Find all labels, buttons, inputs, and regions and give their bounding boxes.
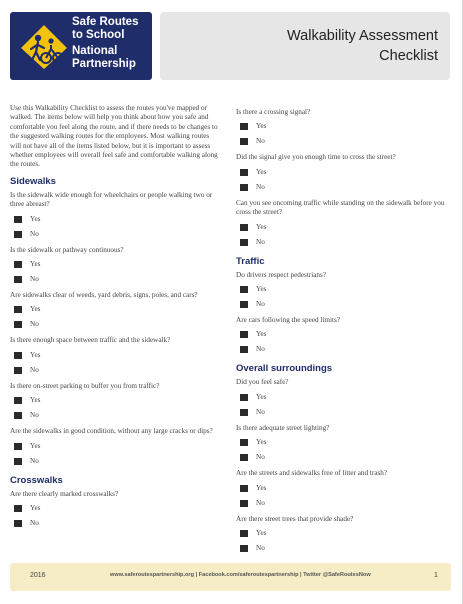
checkbox-no[interactable]: [240, 409, 248, 416]
checkbox-yes[interactable]: [240, 286, 248, 293]
checkbox-yes[interactable]: [240, 224, 248, 231]
answer-option-yes[interactable]: [10, 257, 222, 272]
checklist-question: Can you see oncoming traffic while standing on the sidewalk before you cross the street?: [236, 198, 445, 217]
checkbox-no[interactable]: [240, 138, 248, 145]
checkbox-yes[interactable]: [14, 505, 22, 512]
option-label-no: No: [256, 498, 265, 507]
checkbox-no[interactable]: [14, 276, 22, 283]
answer-option-no[interactable]: [236, 405, 450, 420]
checkbox-no[interactable]: [240, 545, 248, 552]
checkbox-yes[interactable]: [240, 394, 248, 401]
right-column: [236, 104, 450, 556]
answer-option-no[interactable]: [236, 297, 450, 312]
answer-option-no[interactable]: [236, 180, 450, 195]
logo-wordmark: [72, 16, 138, 71]
section-title: Overall surroundings: [236, 363, 333, 375]
answer-option-yes[interactable]: [10, 212, 222, 227]
answer-option-no[interactable]: [236, 235, 450, 250]
logo-line-3: National: [72, 45, 118, 57]
checkbox-no[interactable]: [14, 367, 22, 374]
answer-option-no[interactable]: [236, 541, 450, 556]
answer-option-yes[interactable]: [236, 481, 450, 496]
checklist-question: Are there street trees that provide shade?: [236, 514, 354, 523]
checklist-question: Is there on-street parking to buffer you from traffic?: [10, 381, 160, 390]
answer-option-yes[interactable]: [10, 393, 222, 408]
option-label-no: No: [256, 137, 265, 146]
checklist-question: Is there a crossing signal?: [236, 108, 311, 116]
option-label-no: No: [30, 320, 39, 329]
checklist-question: Is the sidewalk or pathway continuous?: [10, 245, 124, 254]
checklist-question: Did the signal give you enough time to cross the street?: [236, 153, 396, 162]
checklist-question: Do drivers respect pedestrians?: [236, 270, 327, 279]
answer-option-yes[interactable]: [236, 390, 450, 405]
answer-option-no[interactable]: [10, 454, 222, 469]
srts-logo: [10, 12, 152, 80]
school-crossing-sign-icon: [18, 22, 70, 72]
answer-option-yes[interactable]: [236, 282, 450, 297]
left-column: [10, 104, 222, 531]
option-label-yes: Yes: [30, 396, 41, 405]
option-label-yes: Yes: [256, 529, 267, 538]
logo-line-4: Partnership: [72, 58, 136, 70]
checkbox-no[interactable]: [14, 412, 22, 419]
checkbox-yes[interactable]: [240, 123, 248, 130]
section-title: Crosswalks: [10, 474, 63, 486]
checklist-question: Is the sidewalk wide enough for wheelchairs or people walking two or three abreast?: [10, 190, 213, 209]
answer-option-yes[interactable]: [236, 526, 450, 541]
option-label-no: No: [256, 407, 265, 416]
page-footer: [10, 563, 451, 591]
answer-option-yes[interactable]: [10, 348, 222, 363]
option-label-no: No: [30, 365, 39, 374]
option-label-yes: Yes: [256, 285, 267, 294]
checkbox-yes[interactable]: [14, 216, 22, 223]
checkbox-yes[interactable]: [240, 530, 248, 537]
footer-year: 2016: [30, 572, 46, 579]
checklist-question: Is there enough space between traffic and the sidewalk?: [10, 336, 171, 345]
option-label-no: No: [256, 300, 265, 309]
checkbox-no[interactable]: [14, 321, 22, 328]
option-label-yes: Yes: [256, 122, 267, 131]
option-label-yes: Yes: [256, 438, 267, 447]
answer-option-yes[interactable]: [236, 165, 450, 180]
option-label-no: No: [256, 544, 265, 553]
checkbox-yes[interactable]: [240, 485, 248, 492]
checkbox-yes[interactable]: [240, 169, 248, 176]
answer-option-yes[interactable]: [10, 302, 222, 317]
answer-option-no[interactable]: [10, 227, 222, 242]
answer-option-yes[interactable]: [236, 327, 450, 342]
right-sections: [236, 108, 450, 556]
section-title: Traffic: [236, 255, 265, 267]
option-label-yes: Yes: [30, 214, 41, 223]
answer-option-yes[interactable]: [236, 220, 450, 235]
answer-option-no[interactable]: [236, 450, 450, 465]
checklist-question: Are cars following the speed limits?: [236, 316, 340, 325]
checkbox-yes[interactable]: [240, 439, 248, 446]
option-label-no: No: [30, 456, 39, 465]
left-sections: [10, 176, 222, 531]
logo-line-1: Safe Routes: [72, 16, 139, 28]
option-label-yes: Yes: [256, 222, 267, 231]
option-label-no: No: [256, 237, 265, 246]
answer-option-yes[interactable]: [10, 439, 222, 454]
checkbox-no[interactable]: [240, 454, 248, 461]
answer-option-no[interactable]: [10, 272, 222, 287]
checkbox-yes[interactable]: [240, 331, 248, 338]
option-label-no: No: [30, 275, 39, 284]
page-number: 1: [434, 572, 438, 579]
option-label-no: No: [256, 345, 265, 354]
option-label-yes: Yes: [256, 483, 267, 492]
option-label-yes: Yes: [30, 350, 41, 359]
checklist-question: Are the streets and sidewalks free of litter and trash?: [236, 469, 388, 478]
checklist-question: Are sidewalks clear of weeds, yard debris, signs, poles, and cars?: [10, 291, 198, 300]
option-label-yes: Yes: [30, 441, 41, 450]
checklist-question: Is there adequate street lighting?: [236, 423, 330, 432]
page-title-line-1: Walkability Assessment: [287, 28, 438, 44]
checkbox-yes[interactable]: [14, 397, 22, 404]
answer-option-no[interactable]: [236, 496, 450, 511]
checkbox-no[interactable]: [240, 184, 248, 191]
answer-option-yes[interactable]: [236, 119, 450, 134]
option-label-yes: Yes: [256, 330, 267, 339]
option-label-no: No: [30, 519, 39, 528]
checklist-question: Did you feel safe?: [236, 378, 289, 387]
checklist-question: Are there clearly marked crosswalks?: [10, 489, 119, 498]
answer-option-yes[interactable]: [236, 435, 450, 450]
checkbox-yes[interactable]: [14, 261, 22, 268]
checkbox-yes[interactable]: [14, 306, 22, 313]
option-label-yes: Yes: [256, 167, 267, 176]
option-label-no: No: [256, 182, 265, 191]
option-label-yes: Yes: [30, 504, 41, 513]
option-label-no: No: [30, 229, 39, 238]
checklist-question: Are the sidewalks in good condition, without any large cracks or dips?: [10, 427, 213, 436]
answer-option-no[interactable]: [236, 342, 450, 357]
answer-option-no[interactable]: [10, 363, 222, 378]
option-label-yes: Yes: [256, 392, 267, 401]
option-label-yes: Yes: [30, 305, 41, 314]
checkbox-yes[interactable]: [14, 352, 22, 359]
option-label-no: No: [30, 411, 39, 420]
checkbox-no[interactable]: [240, 301, 248, 308]
checkbox-no[interactable]: [240, 346, 248, 353]
title-banner: [160, 12, 450, 80]
checkbox-no[interactable]: [14, 520, 22, 527]
intro-paragraph: Use this Walkability Checklist to assess the routes you've mapped or walked. The items below will help you think about how you safe and comfortable you feel along the route, and if there needs to be changes to the suggested walking routes for the employees. Most walking routes will not have all of the items listed below, but it is important to assess whether employees will overall feel safe and comfortable walking along the routes.: [10, 104, 218, 169]
answer-option-no[interactable]: [10, 317, 222, 332]
section-title: Sidewalks: [10, 175, 56, 187]
page-title-line-2: Checklist: [379, 48, 438, 64]
answer-option-yes[interactable]: [10, 501, 222, 516]
answer-option-no[interactable]: [236, 134, 450, 149]
checkbox-no[interactable]: [240, 239, 248, 246]
answer-option-no[interactable]: [10, 516, 222, 531]
option-label-yes: Yes: [30, 260, 41, 269]
checkbox-no[interactable]: [240, 500, 248, 507]
checkbox-no[interactable]: [14, 231, 22, 238]
option-label-no: No: [256, 453, 265, 462]
footer-links: www.saferoutespartnership.org | Facebook.com/saferoutespartnership | Twitter @SafeRoutesNow: [110, 572, 371, 578]
logo-line-2: to School: [72, 29, 125, 41]
checkbox-no[interactable]: [14, 458, 22, 465]
answer-option-no[interactable]: [10, 408, 222, 423]
checkbox-yes[interactable]: [14, 443, 22, 450]
